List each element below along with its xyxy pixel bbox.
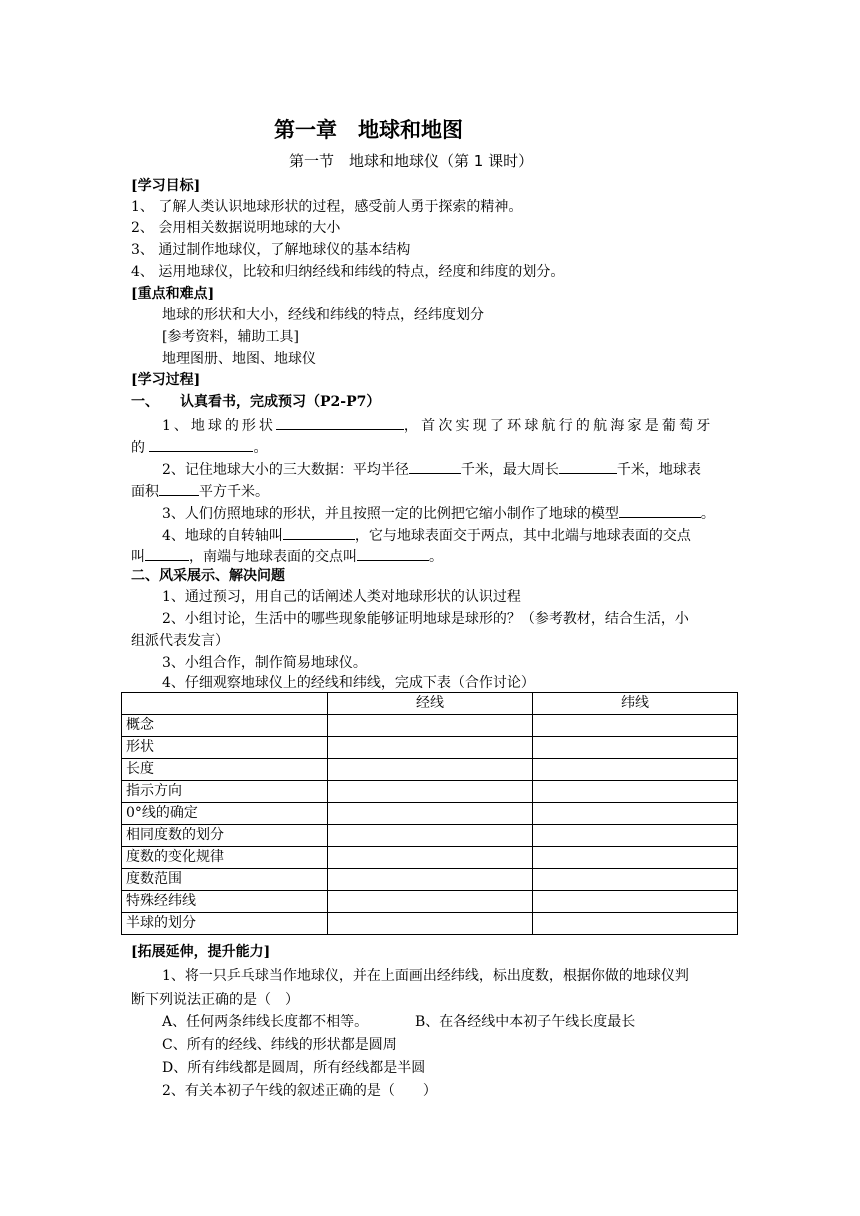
answer-cell[interactable] [328, 803, 533, 825]
comparison-table [121, 692, 738, 935]
answer-cell[interactable] [533, 891, 738, 913]
table-header-cell: 经线 [328, 693, 533, 715]
table-row [122, 759, 738, 781]
answer-cell[interactable] [533, 737, 738, 759]
answer-cell[interactable] [328, 737, 533, 759]
row-label: 概念 [122, 715, 328, 737]
answer-cell[interactable] [328, 825, 533, 847]
answer-blank[interactable] [409, 458, 461, 474]
option-c: C、所有的经线、纬线的形状都是圆周 [162, 1037, 397, 1053]
part1-title: 一、 认真看书，完成预习（P2-P7） [131, 394, 381, 410]
chapter-title: 第一章 地球和地图 [274, 118, 463, 142]
row-label: 长度 [122, 759, 328, 781]
row-label: 0°线的确定 [122, 803, 328, 825]
part2-question-1: 1、通过预习，用自己的话阐述人类对地球形状的认识过程 [162, 589, 521, 605]
answer-cell[interactable] [533, 913, 738, 935]
answer-cell[interactable] [533, 803, 738, 825]
process-heading: [学习过程] [131, 372, 201, 388]
answer-cell[interactable] [533, 759, 738, 781]
section-title: 第一节 地球和地球仪（第 1 课时） [289, 152, 534, 170]
reference-text: 地理图册、地图、地球仪 [162, 351, 316, 367]
objective-item: 3、 通过制作地球仪，了解地球仪的基本结构 [131, 242, 411, 258]
answer-cell[interactable] [328, 715, 533, 737]
row-label: 半球的划分 [122, 913, 328, 935]
answer-cell[interactable] [328, 781, 533, 803]
reference-heading: [参考资料，辅助工具] [162, 329, 299, 345]
option-b: B、在各经线中本初子午线长度最长 [415, 1014, 636, 1030]
row-label: 特殊经纬线 [122, 891, 328, 913]
answer-cell[interactable] [533, 869, 738, 891]
extension-question-1: 1、将一只乒乓球当作地球仪，并在上面画出经纬线，标出度数，根据你做的地球仪判 [162, 968, 689, 984]
key-points-heading: [重点和难点] [131, 286, 215, 302]
part1-question-1: 1、地球的形状 ，首次实现了环球航行的航海家是葡萄牙 [162, 414, 730, 436]
answer-cell[interactable] [328, 759, 533, 781]
part1-question-1-cont: 的 。 [131, 436, 267, 458]
answer-cell[interactable] [533, 715, 738, 737]
answer-cell[interactable] [328, 869, 533, 891]
answer-cell[interactable] [533, 847, 738, 869]
row-label: 度数范围 [122, 869, 328, 891]
answer-blank[interactable] [357, 545, 429, 561]
row-label: 度数的变化规律 [122, 847, 328, 869]
answer-cell[interactable] [533, 781, 738, 803]
table-row [122, 715, 738, 737]
option-a: A、任何两条纬线长度都不相等。 [162, 1014, 369, 1030]
answer-cell[interactable] [328, 891, 533, 913]
key-points-text: 地球的形状和大小，经线和纬线的特点，经纬度划分 [162, 307, 484, 323]
part1-question-4-cont: 叫 ，南端与地球表面的交点叫 。 [131, 545, 443, 567]
answer-blank[interactable] [619, 502, 701, 518]
table-row [122, 891, 738, 913]
row-label: 形状 [122, 737, 328, 759]
table-row [122, 737, 738, 759]
objective-item: 1、 了解人类认识地球形状的过程，感受前人勇于探索的精神。 [131, 199, 523, 215]
answer-cell[interactable] [328, 847, 533, 869]
part2-question-4: 4、仔细观察地球仪上的经线和纬线，完成下表（合作讨论） [162, 675, 535, 691]
part1-question-2: 2、记住地球大小的三大数据：平均半径 千米，最大周长 千米，地球表 [162, 458, 701, 480]
row-label: 相同度数的划分 [122, 825, 328, 847]
part2-question-3: 3、小组合作，制作简易地球仪。 [162, 655, 367, 671]
table-header-row [122, 693, 738, 715]
answer-blank[interactable] [559, 458, 617, 474]
part2-title: 二、风采展示、解决问题 [131, 568, 285, 584]
answer-cell[interactable] [328, 913, 533, 935]
table-row [122, 825, 738, 847]
row-label: 指示方向 [122, 781, 328, 803]
part1-question-4: 4、地球的自转轴叫 ，它与地球表面交于两点，其中北端与地球表面的交点 [162, 524, 691, 546]
objective-item: 4、 运用地球仪，比较和归纳经线和纬线的特点，经度和纬度的划分。 [131, 264, 565, 280]
option-d: D、所有纬线都是圆周，所有经线都是半圆 [162, 1060, 426, 1076]
answer-blank[interactable] [283, 524, 355, 540]
table-header-cell [122, 693, 328, 715]
table-row [122, 869, 738, 891]
table-row [122, 913, 738, 935]
table-row [122, 847, 738, 869]
part1-question-2-cont: 面积 平方千米。 [131, 480, 269, 502]
part2-question-2-cont: 组派代表发言） [131, 633, 229, 649]
part1-question-3: 3、人们仿照地球的形状，并且按照一定的比例把它缩小制作了地球的模型 。 [162, 502, 715, 524]
extension-question-2: 2、有关本初子午线的叙述正确的是（ ） [162, 1083, 437, 1099]
answer-blank[interactable] [149, 436, 253, 452]
table-header-cell: 纬线 [533, 693, 738, 715]
table-row [122, 803, 738, 825]
objective-item: 2、 会用相关数据说明地球的大小 [131, 220, 341, 236]
part2-question-2: 2、小组讨论，生活中的哪些现象能够证明地球是球形的？（参考教材，结合生活，小 [162, 611, 689, 627]
answer-cell[interactable] [533, 825, 738, 847]
answer-blank[interactable] [145, 545, 189, 561]
table-row [122, 781, 738, 803]
answer-blank[interactable] [276, 414, 404, 430]
extension-heading: [拓展延伸，提升能力] [131, 944, 271, 960]
objectives-heading: [学习目标] [131, 178, 201, 194]
answer-blank[interactable] [159, 480, 199, 496]
extension-question-1-cont: 断下列说法正确的是（ ） [131, 992, 299, 1008]
